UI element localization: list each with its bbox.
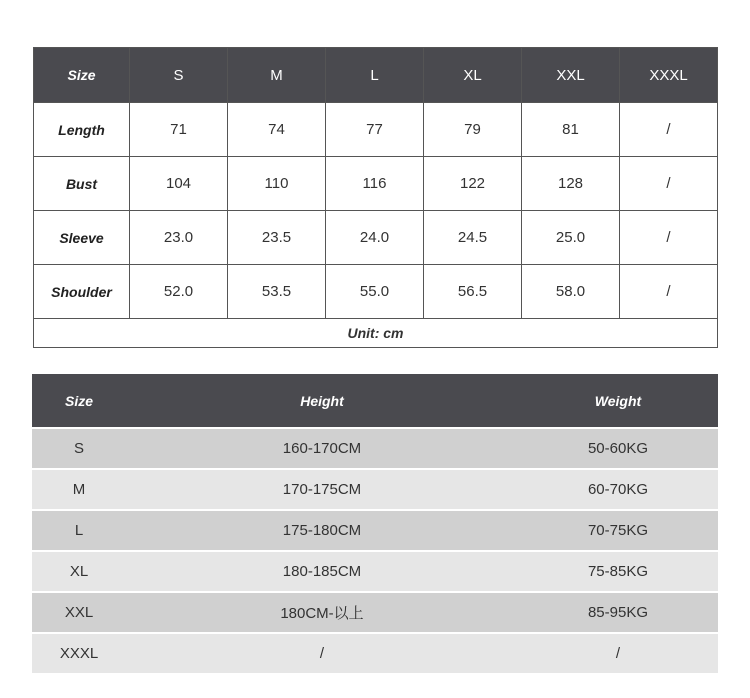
height-cell: 180-185CM — [282, 563, 362, 580]
height-cell: 175-180CM — [282, 522, 362, 539]
weight-cell: / — [615, 645, 621, 662]
row-shoulder — [34, 265, 718, 319]
header-l: L — [326, 48, 424, 103]
header-xxxl: XXXL — [620, 48, 718, 103]
fit-row-s — [32, 429, 718, 468]
measurement-table — [33, 47, 718, 348]
table-cell: 23.0 — [130, 211, 228, 265]
unit-note: Unit: cm — [34, 319, 718, 348]
size-cell: S — [73, 440, 84, 457]
table-cell: / — [620, 157, 718, 211]
row-label: Shoulder — [34, 265, 130, 319]
weight-cell: 50-60KG — [587, 440, 649, 457]
header-m: M — [228, 48, 326, 103]
table-cell: 58.0 — [522, 265, 620, 319]
height-cell: 160-170CM — [282, 440, 362, 457]
header-size: Size — [34, 48, 130, 103]
header-xl: XL — [424, 48, 522, 103]
table-cell: 52.0 — [130, 265, 228, 319]
weight-cell: 75-85KG — [587, 563, 649, 580]
height-cell: 170-175CM — [282, 481, 362, 498]
size-cell: XXXL — [59, 645, 99, 662]
size-cell: XXL — [64, 604, 94, 621]
height-cell: / — [319, 645, 325, 662]
table-cell: / — [620, 265, 718, 319]
row-length — [34, 103, 718, 157]
header-weight: Weight — [594, 392, 642, 409]
table-cell: 122 — [424, 157, 522, 211]
table-cell: 79 — [424, 103, 522, 157]
header-s: S — [130, 48, 228, 103]
table-cell: 71 — [130, 103, 228, 157]
size-cell: M — [72, 481, 86, 498]
header-xxl: XXL — [522, 48, 620, 103]
table-cell: 53.5 — [228, 265, 326, 319]
table-cell: 116 — [326, 157, 424, 211]
row-label: Bust — [34, 157, 130, 211]
table-cell: 110 — [228, 157, 326, 211]
header-height: Height — [300, 392, 344, 409]
table-cell: 56.5 — [424, 265, 522, 319]
fit-row-l — [32, 511, 718, 550]
size-cell: XL — [69, 563, 89, 580]
table-cell: 24.0 — [326, 211, 424, 265]
row-label: Sleeve — [34, 211, 130, 265]
table-cell: / — [620, 103, 718, 157]
row-label: Length — [34, 103, 130, 157]
weight-cell: 70-75KG — [587, 522, 649, 539]
measurement-header-row — [34, 48, 718, 103]
table-cell: 81 — [522, 103, 620, 157]
table-cell: 24.5 — [424, 211, 522, 265]
weight-cell: 60-70KG — [587, 481, 649, 498]
table-cell: 74 — [228, 103, 326, 157]
fit-row-xxxl — [32, 634, 718, 673]
unit-row — [34, 319, 718, 348]
table-cell: 25.0 — [522, 211, 620, 265]
table-cell: 104 — [130, 157, 228, 211]
table-cell: 23.5 — [228, 211, 326, 265]
table-cell: 77 — [326, 103, 424, 157]
size-cell: L — [74, 522, 84, 539]
table-cell: / — [620, 211, 718, 265]
fit-row-xxl — [32, 593, 718, 632]
weight-cell: 85-95KG — [587, 604, 649, 621]
height-cell: 180CM-以上 — [280, 605, 364, 622]
fit-guide-header-row — [32, 374, 718, 427]
table-cell: 128 — [522, 157, 620, 211]
table-cell: 55.0 — [326, 265, 424, 319]
row-sleeve — [34, 211, 718, 265]
header-size: Size — [64, 392, 93, 409]
fit-row-m — [32, 470, 718, 509]
fit-guide-table — [32, 374, 718, 676]
row-bust — [34, 157, 718, 211]
fit-row-xl — [32, 552, 718, 591]
